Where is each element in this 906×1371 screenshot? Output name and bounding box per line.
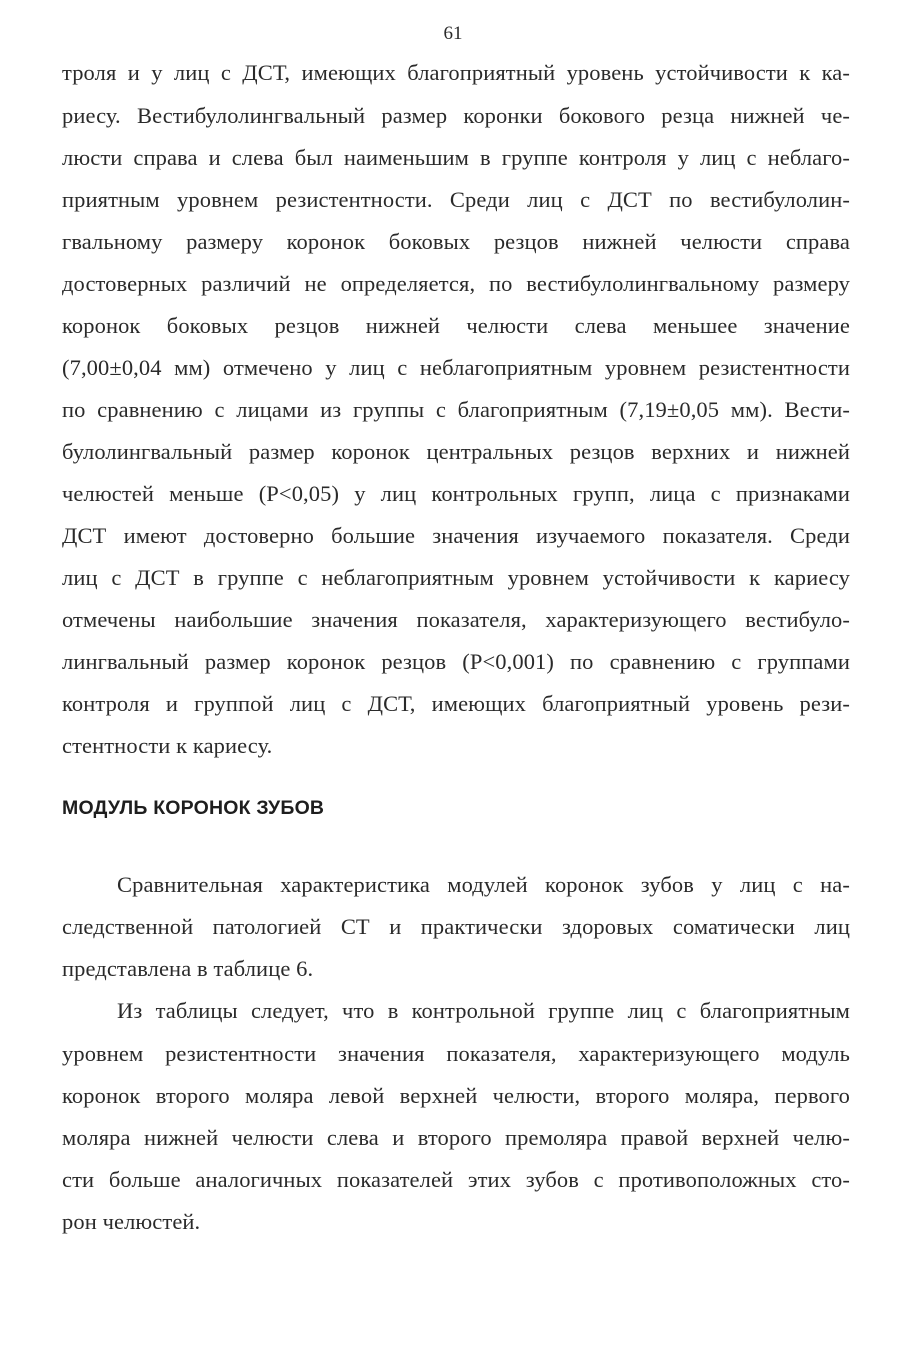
text-line: (7,00±0,04 мм) отмечено у лиц с неблагоприятным уровнем резистентности — [62, 355, 850, 380]
text-line: ДСТ имеют достоверно большие значения изучаемого показателя. Среди — [62, 523, 850, 548]
text-line: моляра нижней челюсти слева и второго премоляра правой верхней челю- — [62, 1125, 850, 1150]
text-line: следственной патологией СТ и практически здоровых соматически лиц — [62, 914, 850, 939]
page-number: 61 — [443, 23, 463, 44]
text-line: по сравнению с лицами из группы с благоприятным (7,19±0,05 мм). Вести- — [62, 397, 850, 422]
text-line: лингвальный размер коронок резцов (P<0,001) по сравнению с группами — [62, 649, 850, 674]
text-line: коронок второго моляра левой верхней челюсти, второго моляра, первого — [62, 1083, 850, 1108]
text-line: приятным уровнем резистентности. Среди лиц с ДСТ по вестибулолин- — [62, 187, 850, 212]
text-line: уровнем резистентности значения показателя, характеризующего модуль — [62, 1041, 850, 1066]
text-line: Из таблицы следует, что в контрольной группе лиц с благоприятным — [117, 998, 850, 1023]
text-line: коронок боковых резцов нижней челюсти слева меньшее значение — [62, 313, 850, 338]
text-line: люсти справа и слева был наименьшим в группе контроля у лиц с неблаго- — [62, 145, 850, 170]
text-line: лиц с ДСТ в группе с неблагоприятным уровнем устойчивости к кариесу — [62, 565, 850, 590]
section-heading: МОДУЛЬ КОРОНОК ЗУБОВ — [62, 797, 325, 819]
text-line: достоверных различий не определяется, по вестибулолингвальному размеру — [62, 271, 850, 296]
text-line: стентности к кариесу. — [62, 733, 273, 758]
text-line: сти больше аналогичных показателей этих зубов с противоположных сто- — [62, 1167, 850, 1192]
text-line: рон челюстей. — [62, 1209, 201, 1234]
text-line: отмечены наибольшие значения показателя, характеризующего вестибуло- — [62, 607, 850, 632]
text-line: гвальному размеру коронок боковых резцов нижней челюсти справа — [62, 229, 850, 254]
text-line: контроля и группой лиц с ДСТ, имеющих благоприятный уровень рези- — [62, 691, 850, 716]
text-line: челюстей меньше (P<0,05) у лиц контрольных групп, лица с признаками — [62, 481, 850, 506]
text-line: риесу. Вестибулолингвальный размер коронки бокового резца нижней че- — [62, 103, 850, 128]
text-line: булолингвальный размер коронок центральных резцов верхних и нижней — [62, 439, 850, 464]
text-line: троля и у лиц с ДСТ, имеющих благоприятный уровень устойчивости к ка- — [62, 60, 850, 85]
text-line: Сравнительная характеристика модулей коронок зубов у лиц с на- — [117, 872, 850, 897]
text-line: представлена в таблице 6. — [62, 956, 314, 981]
